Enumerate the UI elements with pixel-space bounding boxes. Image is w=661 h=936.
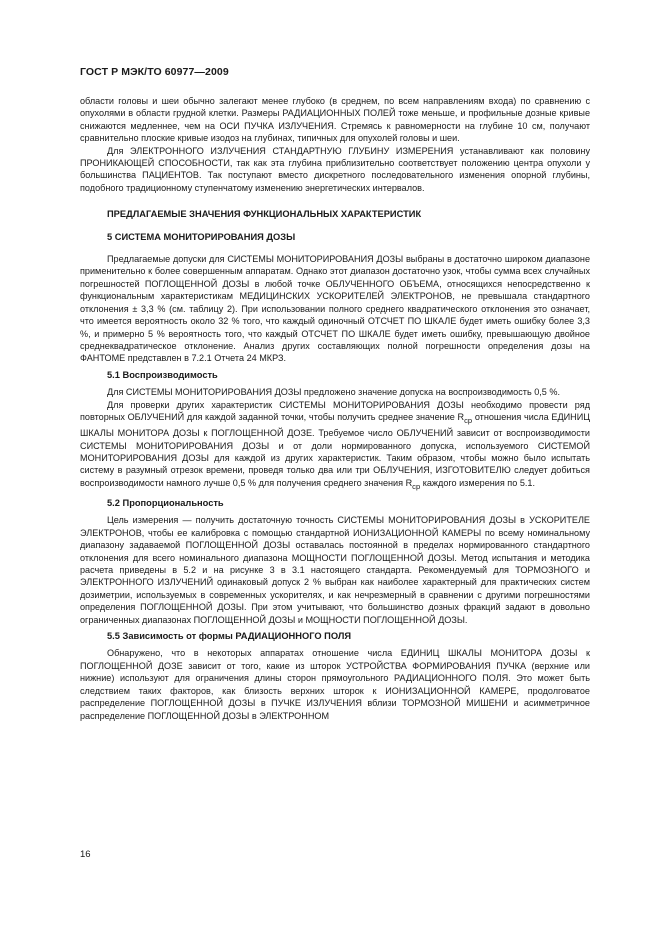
paragraph: Предлагаемые допуски для СИСТЕМЫ МОНИТОРИРОВАНИЯ ДОЗЫ выбраны в достаточно широком диапазоне применительно к более совершенным аппаратам. Однако этот диапазон достаточно узок, чтобы сумма всех случайных погрешностей ПОГЛОЩЕННОЙ ДОЗЫ в любой точке ОБЛУЧЕННОГО ОБЪЕМА, относящихся непосредственно к функциональным характеристикам МЕДИЦИНСКИХ УСКОРИТЕЛЕЙ ЭЛЕКТРОНОВ, не превышала стандартного отклонения ± 3,3 % (см. таблицу 2). При использовании полного среднего квадратического отклонения это означает, что имеется вероятность около 32 % того, что каждый одиночный ОТСЧЕТ ПО ШКАЛЕ будет иметь ошибку более 3,3 %, и примерно 5 % вероятность того, что каждый ОТСЧЕТ ПО ШКАЛЕ будет иметь ошибку, превышающую двойное среднеквадратическое отклонение. Анализ других составляющих полной погрешности определения дозы на ФАНТОМЕ представлен в 7.2.1 Отчета 24 МКРЗ.: [80, 254, 590, 364]
paragraph: Для СИСТЕМЫ МОНИТОРИРОВАНИЯ ДОЗЫ предложено значение допуска на воспроизводимость 0,5 %.: [107, 387, 560, 398]
subscript: ср: [412, 481, 421, 491]
paragraph: Для ЭЛЕКТРОННОГО ИЗЛУЧЕНИЯ СТАНДАРТНУЮ ГЛУБИНУ ИЗМЕРЕНИЯ устанавливают как половину ПРОНИКАЮЩЕЙ СПОСОБНОСТИ, так как эта глубина приблизительно соответствует положению центра опухоли у большинства ПАЦИЕНТОВ. Так поступают вместо дискретного последовательного изменения опорной глубины, подобного традиционному ступенчатому изменению энергетических интервалов.: [80, 145, 590, 193]
paragraph: области головы и шеи обычно залегают менее глубоко (в среднем, по всем направлениям входа) по сравнению с опухолями в области грудной клетки. Размеры РАДИАЦИОННЫХ ПОЛЕЙ тоже меньше, и профильные дозные кривые снижаются медленнее, чем на ОСИ ПУЧКА ИЗЛУЧЕНИЯ. Стремясь к равномерности на глубине 10 см, получают сравнительно плоские кривые изодоз на глубинах, типичных для опухолей головы и шеи.: [80, 96, 590, 144]
section-heading-5: 5 СИСТЕМА МОНИТОРИРОВАНИЯ ДОЗЫ: [107, 231, 296, 242]
page-number: 16: [80, 849, 91, 860]
subsection-heading-5-2: 5.2 Пропорциональность: [107, 498, 224, 508]
document-body: [80, 95, 590, 722]
paragraph-text: отношения числа ЕДИНИЦ ШКАЛЫ МОНИТОРА ДОЗЫ к ПОГЛОЩЕННОЙ ДОЗЕ. Требуемое число ОБЛУЧЕНИЙ зависит от воспроизводимости СИСТЕМЫ МОНИТОРИРОВАНИЯ ДОЗЫ и от доли нормированного допуска, используемого СИСТЕМОЙ МОНИТОРИРОВАНИЯ ДОЗЫ для каждой из других характеристик. Таким образом, чтобы можно было испытать систему в разумный отрезок времени, проведя только два или три ОБЛУЧЕНИЯ, ИЗГОТОВИТЕЛЮ следует добиться воспроизводимости намного лучше 0,5 % для получения среднего значения R: [80, 411, 590, 488]
subscript: ср: [464, 415, 473, 425]
document-header: ГОСТ Р МЭК/ТО 60977—2009: [80, 66, 229, 78]
subsection-heading-5-1: 5.1 Воспроизводимость: [107, 369, 218, 380]
paragraph: [80, 399, 590, 493]
paragraph-text: каждого измерения по 5.1.: [420, 477, 535, 488]
paragraph-text: Для проверки других характеристик СИСТЕМЫ МОНИТОРИРОВАНИЯ ДОЗЫ необходимо провести ряд повторных ОБЛУЧЕНИЙ для каждой заданной точки, чтобы получить среднее значение R: [80, 399, 590, 422]
paragraph: Цель измерения — получить достаточную точность СИСТЕМЫ МОНИТОРИРОВАНИЯ ДОЗЫ в УСКОРИТЕЛЕ ЭЛЕКТРОНОВ, чтобы ее калибровка с помощью стандартной ИОНИЗАЦИОННОЙ КАМЕРЫ по всему номинальному диапазону задаваемой ПОГЛОЩЕННОЙ ДОЗЫ оставалась постоянной в пределах нормированного стандартного отклонения для всего номинального диапазона МОЩНОСТИ ПОГЛОЩЕННОЙ ДОЗЫ. Метод испытания и методика расчета приведены в 5.2 и на рисунке 3 в 3.1 настоящего стандарта. Рекомендуемый для ТОРМОЗНОГО и ЭЛЕКТРОННОГО ИЗЛУЧЕНИЙ одинаковый допуск 2 % выбран как наиболее характерный для практических систем дозиметрии, используемых в современных ускорителях, и как нечрезмерный в сравнении с другими погрешностями определения ПОГЛОЩЕННОЙ ДОЗЫ. При этом учитывают, что большинство дозных фракций задают в довольно ограниченных диапазонах ПОГЛОЩЕННОЙ ДОЗЫ и МОЩНОСТИ ПОГЛОЩЕННОЙ ДОЗЫ.: [80, 515, 590, 625]
section-heading-main: ПРЕДЛАГАЕМЫЕ ЗНАЧЕНИЯ ФУНКЦИОНАЛЬНЫХ ХАРАКТЕРИСТИК: [107, 209, 422, 220]
subsection-heading-5-5: 5.5 Зависимость от формы РАДИАЦИОННОГО ПОЛЯ: [107, 631, 352, 642]
paragraph: Обнаружено, что в некоторых аппаратах отношение числа ЕДИНИЦ ШКАЛЫ МОНИТОРА ДОЗЫ к ПОГЛОЩЕННОЙ ДОЗЕ зависит от того, какие из шторок УСТРОЙСТВА ФОРМИРОВАНИЯ ПУЧКА (верхние или нижние) используют для ограничения длины сторон прямоугольного РАДИАЦИОННОГО ПОЛЯ. Это может быть следствием таких факторов, как близость верхних шторок к ИОНИЗАЦИОННОЙ КАМЕРЕ, продолговатое распределение ПОГЛОЩЕННОЙ ДОЗЫ в ПУЧКЕ ИЗЛУЧЕНИЯ вблизи ТОРМОЗНОЙ МИШЕНИ и асимметричное распределение ПОГЛОЩЕННОЙ ДОЗЫ в ЭЛЕКТРОННОМ: [80, 648, 590, 721]
